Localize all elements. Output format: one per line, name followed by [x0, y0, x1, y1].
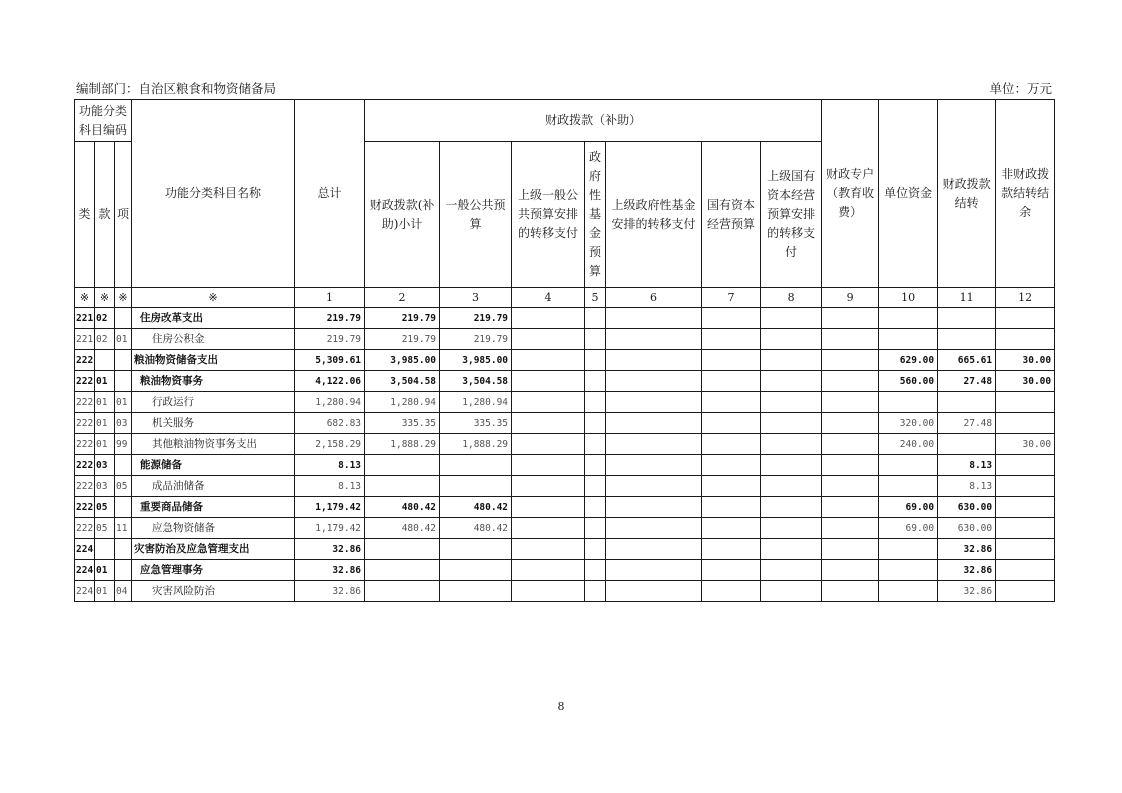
table-row — [75, 434, 1055, 455]
value-cell — [585, 581, 606, 602]
index-cell: 3 — [440, 288, 512, 308]
table-row — [75, 392, 1055, 413]
index-cell: 11 — [938, 288, 996, 308]
value-cell: 219.79 — [440, 308, 512, 329]
xiang-cell: 01 — [115, 392, 132, 413]
nonfiscal-balance-header: 非财政拨款结转结余 — [996, 100, 1055, 288]
value-cell: 8.13 — [938, 476, 996, 497]
kuan-cell: 03 — [95, 476, 115, 497]
value-cell — [512, 350, 585, 371]
value-cell: 30.00 — [996, 371, 1055, 392]
value-cell — [761, 434, 822, 455]
item-name-cell: 应急管理事务 — [132, 560, 295, 581]
value-cell: 219.79 — [295, 329, 365, 350]
value-cell: 3,504.58 — [365, 371, 440, 392]
value-cell — [822, 413, 879, 434]
value-cell — [585, 497, 606, 518]
upper-state-capital-transfer-header: 上级国有资本经营预算安排的转移支付 — [761, 142, 822, 288]
value-cell: 335.35 — [440, 413, 512, 434]
value-cell — [365, 560, 440, 581]
value-cell — [606, 518, 702, 539]
kuan-cell: 01 — [95, 392, 115, 413]
value-cell: 1,888.29 — [365, 434, 440, 455]
total-header: 总计 — [295, 100, 365, 288]
value-cell — [822, 539, 879, 560]
index-cell: 7 — [702, 288, 761, 308]
value-cell — [996, 392, 1055, 413]
index-cell: 2 — [365, 288, 440, 308]
kuan-cell: 01 — [95, 371, 115, 392]
value-cell — [440, 560, 512, 581]
table-body — [75, 308, 1055, 602]
value-cell — [585, 455, 606, 476]
item-name-cell: 应急物资储备 — [132, 518, 295, 539]
value-cell — [761, 560, 822, 581]
value-cell — [879, 455, 938, 476]
index-cell: 6 — [606, 288, 702, 308]
table-row — [75, 581, 1055, 602]
kuan-cell — [95, 350, 115, 371]
value-cell — [879, 392, 938, 413]
value-cell: 32.86 — [938, 560, 996, 581]
value-cell — [702, 308, 761, 329]
lei-cell: 221 — [75, 308, 95, 329]
department-label: 编制部门：自治区粮食和物资储备局 — [76, 81, 277, 96]
xiang-cell — [115, 371, 132, 392]
index-cell: 4 — [512, 288, 585, 308]
value-cell — [606, 539, 702, 560]
item-name-cell: 灾害防治及应急管理支出 — [132, 539, 295, 560]
value-cell — [606, 413, 702, 434]
value-cell — [512, 434, 585, 455]
value-cell — [938, 392, 996, 413]
value-cell — [996, 581, 1055, 602]
kuan-cell: 01 — [95, 560, 115, 581]
value-cell — [606, 434, 702, 455]
value-cell: 480.42 — [440, 497, 512, 518]
value-cell — [606, 329, 702, 350]
value-cell — [822, 560, 879, 581]
lei-cell: 222 — [75, 350, 95, 371]
item-name-cell: 灾害风险防治 — [132, 581, 295, 602]
lei-cell: 224 — [75, 581, 95, 602]
value-cell — [938, 329, 996, 350]
gov-fund-budget-header: 政府性基金预算 — [585, 142, 606, 288]
value-cell — [702, 581, 761, 602]
unit-label: 单位：万元 — [989, 81, 1052, 96]
index-cell: 8 — [761, 288, 822, 308]
lei-cell: 224 — [75, 539, 95, 560]
value-cell — [585, 371, 606, 392]
item-name-cell: 住房改革支出 — [132, 308, 295, 329]
value-cell — [822, 581, 879, 602]
item-name-cell: 机关服务 — [132, 413, 295, 434]
value-cell: 5,309.61 — [295, 350, 365, 371]
value-cell — [585, 476, 606, 497]
value-cell: 27.48 — [938, 371, 996, 392]
value-cell — [702, 497, 761, 518]
value-cell — [822, 476, 879, 497]
value-cell — [606, 371, 702, 392]
value-cell: 1,280.94 — [295, 392, 365, 413]
value-cell — [585, 518, 606, 539]
value-cell — [761, 581, 822, 602]
value-cell: 32.86 — [295, 581, 365, 602]
value-cell: 1,179.42 — [295, 497, 365, 518]
xiang-header: 项 — [115, 142, 132, 288]
value-cell: 219.79 — [365, 329, 440, 350]
value-cell — [996, 329, 1055, 350]
page-number: 8 — [557, 700, 565, 713]
value-cell: 2,158.29 — [295, 434, 365, 455]
value-cell — [512, 560, 585, 581]
value-cell — [761, 308, 822, 329]
kuan-cell: 02 — [95, 308, 115, 329]
value-cell — [761, 350, 822, 371]
xiang-cell: 01 — [115, 329, 132, 350]
value-cell: 30.00 — [996, 434, 1055, 455]
fiscal-subtotal-header: 财政拨款(补助)小计 — [365, 142, 440, 288]
value-cell: 240.00 — [879, 434, 938, 455]
value-cell: 219.79 — [440, 329, 512, 350]
value-cell — [822, 308, 879, 329]
value-cell — [512, 308, 585, 329]
table-row — [75, 455, 1055, 476]
value-cell — [440, 539, 512, 560]
xiang-cell — [115, 350, 132, 371]
value-cell — [606, 560, 702, 581]
xiang-cell: 04 — [115, 581, 132, 602]
value-cell — [512, 518, 585, 539]
index-cell: 5 — [585, 288, 606, 308]
value-cell — [996, 497, 1055, 518]
index-cell: 1 — [295, 288, 365, 308]
value-cell — [606, 476, 702, 497]
value-cell: 219.79 — [295, 308, 365, 329]
value-cell — [365, 476, 440, 497]
value-cell — [702, 350, 761, 371]
value-cell: 69.00 — [879, 518, 938, 539]
value-cell — [996, 518, 1055, 539]
value-cell — [822, 350, 879, 371]
upper-general-transfer-header: 上级一般公共预算安排的转移支付 — [512, 142, 585, 288]
value-cell — [996, 308, 1055, 329]
value-cell — [996, 560, 1055, 581]
value-cell — [512, 413, 585, 434]
value-cell — [512, 329, 585, 350]
value-cell — [606, 350, 702, 371]
value-cell — [585, 413, 606, 434]
xiang-cell: 05 — [115, 476, 132, 497]
xiang-cell — [115, 560, 132, 581]
index-cell: 12 — [996, 288, 1055, 308]
value-cell — [761, 518, 822, 539]
value-cell — [879, 329, 938, 350]
xiang-cell: 03 — [115, 413, 132, 434]
xiang-cell — [115, 455, 132, 476]
value-cell — [761, 476, 822, 497]
value-cell — [702, 455, 761, 476]
value-cell — [512, 581, 585, 602]
fiscal-group-header: 财政拨款（补助） — [365, 100, 822, 142]
table-row — [75, 539, 1055, 560]
value-cell: 480.42 — [365, 497, 440, 518]
unit-funds-header: 单位资金 — [879, 100, 938, 288]
value-cell: 480.42 — [440, 518, 512, 539]
value-cell — [512, 455, 585, 476]
table-row — [75, 329, 1055, 350]
table-row — [75, 371, 1055, 392]
item-name-cell: 能源储备 — [132, 455, 295, 476]
value-cell — [938, 434, 996, 455]
value-cell: 3,985.00 — [365, 350, 440, 371]
value-cell: 630.00 — [938, 518, 996, 539]
item-name-cell: 粮油物资储备支出 — [132, 350, 295, 371]
value-cell — [365, 581, 440, 602]
func-code-group-header: 功能分类科目编码 — [75, 100, 132, 142]
value-cell — [996, 476, 1055, 497]
xiang-cell: 99 — [115, 434, 132, 455]
value-cell — [440, 476, 512, 497]
value-cell — [822, 371, 879, 392]
value-cell: 32.86 — [295, 560, 365, 581]
table-row — [75, 560, 1055, 581]
value-cell: 8.13 — [938, 455, 996, 476]
table-row — [75, 476, 1055, 497]
value-cell — [879, 539, 938, 560]
xiang-cell — [115, 497, 132, 518]
xiang-cell — [115, 539, 132, 560]
table-row — [75, 308, 1055, 329]
index-cell: 10 — [879, 288, 938, 308]
value-cell — [822, 329, 879, 350]
value-cell — [702, 371, 761, 392]
lei-cell: 222 — [75, 476, 95, 497]
value-cell: 219.79 — [365, 308, 440, 329]
value-cell: 665.61 — [938, 350, 996, 371]
kuan-cell: 05 — [95, 497, 115, 518]
value-cell — [702, 539, 761, 560]
kuan-cell: 02 — [95, 329, 115, 350]
value-cell: 8.13 — [295, 455, 365, 476]
value-cell — [606, 308, 702, 329]
value-cell — [822, 518, 879, 539]
value-cell: 3,504.58 — [440, 371, 512, 392]
column-index-row — [75, 288, 1055, 308]
value-cell — [761, 455, 822, 476]
value-cell — [585, 308, 606, 329]
value-cell — [440, 581, 512, 602]
value-cell — [585, 560, 606, 581]
value-cell: 1,888.29 — [440, 434, 512, 455]
item-name-cell: 成品油储备 — [132, 476, 295, 497]
value-cell — [761, 497, 822, 518]
value-cell: 69.00 — [879, 497, 938, 518]
value-cell — [702, 392, 761, 413]
value-cell: 682.83 — [295, 413, 365, 434]
value-cell — [996, 413, 1055, 434]
value-cell: 27.48 — [938, 413, 996, 434]
kuan-cell — [95, 539, 115, 560]
value-cell: 32.86 — [938, 581, 996, 602]
table-row — [75, 413, 1055, 434]
value-cell: 30.00 — [996, 350, 1055, 371]
value-cell — [702, 434, 761, 455]
value-cell — [879, 581, 938, 602]
value-cell: 32.86 — [938, 539, 996, 560]
value-cell — [702, 413, 761, 434]
value-cell — [822, 434, 879, 455]
value-cell: 3,985.00 — [440, 350, 512, 371]
index-cell: ※ — [132, 288, 295, 308]
lei-cell: 222 — [75, 371, 95, 392]
kuan-cell: 01 — [95, 581, 115, 602]
value-cell: 560.00 — [879, 371, 938, 392]
xiang-cell — [115, 308, 132, 329]
item-name-cell: 其他粮油物资事务支出 — [132, 434, 295, 455]
value-cell: 1,280.94 — [365, 392, 440, 413]
table-row — [75, 518, 1055, 539]
value-cell — [606, 497, 702, 518]
value-cell — [606, 392, 702, 413]
value-cell — [702, 560, 761, 581]
lei-cell: 224 — [75, 560, 95, 581]
value-cell: 1,280.94 — [440, 392, 512, 413]
value-cell — [585, 350, 606, 371]
value-cell: 335.35 — [365, 413, 440, 434]
value-cell — [761, 392, 822, 413]
value-cell: 320.00 — [879, 413, 938, 434]
value-cell — [822, 392, 879, 413]
value-cell — [585, 539, 606, 560]
item-name-cell: 住房公积金 — [132, 329, 295, 350]
value-cell — [879, 308, 938, 329]
lei-cell: 222 — [75, 392, 95, 413]
value-cell — [512, 539, 585, 560]
lei-cell: 221 — [75, 329, 95, 350]
value-cell — [761, 371, 822, 392]
general-budget-header: 一般公共预算 — [440, 142, 512, 288]
lei-cell: 222 — [75, 455, 95, 476]
index-cell: 9 — [822, 288, 879, 308]
value-cell — [585, 434, 606, 455]
item-name-cell: 行政运行 — [132, 392, 295, 413]
value-cell — [512, 371, 585, 392]
value-cell — [512, 497, 585, 518]
value-cell — [702, 476, 761, 497]
value-cell: 8.13 — [295, 476, 365, 497]
value-cell: 4,122.06 — [295, 371, 365, 392]
value-cell — [822, 497, 879, 518]
value-cell — [996, 539, 1055, 560]
value-cell — [512, 476, 585, 497]
kuan-cell: 01 — [95, 413, 115, 434]
item-name-cell: 粮油物资事务 — [132, 371, 295, 392]
lei-cell: 222 — [75, 434, 95, 455]
value-cell — [702, 329, 761, 350]
value-cell — [879, 476, 938, 497]
budget-table — [74, 99, 1055, 602]
table-row — [75, 350, 1055, 371]
value-cell — [585, 392, 606, 413]
kuan-cell: 03 — [95, 455, 115, 476]
special-account-header: 财政专户（教育收费） — [822, 100, 879, 288]
lei-cell: 222 — [75, 497, 95, 518]
value-cell — [761, 329, 822, 350]
value-cell — [512, 392, 585, 413]
value-cell — [761, 539, 822, 560]
kuan-cell: 01 — [95, 434, 115, 455]
value-cell: 629.00 — [879, 350, 938, 371]
name-header: 功能分类科目名称 — [132, 100, 295, 288]
value-cell: 32.86 — [295, 539, 365, 560]
index-cell: ※ — [115, 288, 132, 308]
table-row — [75, 497, 1055, 518]
value-cell — [938, 308, 996, 329]
value-cell — [365, 539, 440, 560]
value-cell — [822, 455, 879, 476]
value-cell: 480.42 — [365, 518, 440, 539]
item-name-cell: 重要商品储备 — [132, 497, 295, 518]
lei-cell: 222 — [75, 518, 95, 539]
lei-header: 类 — [75, 142, 95, 288]
xiang-cell: 11 — [115, 518, 132, 539]
kuan-header: 款 — [95, 142, 115, 288]
index-cell: ※ — [75, 288, 95, 308]
value-cell: 1,179.42 — [295, 518, 365, 539]
kuan-cell: 05 — [95, 518, 115, 539]
value-cell — [440, 455, 512, 476]
value-cell — [879, 560, 938, 581]
index-cell: ※ — [95, 288, 115, 308]
value-cell — [761, 413, 822, 434]
value-cell — [606, 455, 702, 476]
value-cell — [585, 329, 606, 350]
value-cell — [702, 518, 761, 539]
fiscal-carryover-header: 财政拨款结转 — [938, 100, 996, 288]
state-capital-header: 国有资本经营预算 — [702, 142, 761, 288]
value-cell — [365, 455, 440, 476]
value-cell — [606, 581, 702, 602]
value-cell: 630.00 — [938, 497, 996, 518]
value-cell — [996, 455, 1055, 476]
upper-gov-fund-transfer-header: 上级政府性基金安排的转移支付 — [606, 142, 702, 288]
lei-cell: 222 — [75, 413, 95, 434]
